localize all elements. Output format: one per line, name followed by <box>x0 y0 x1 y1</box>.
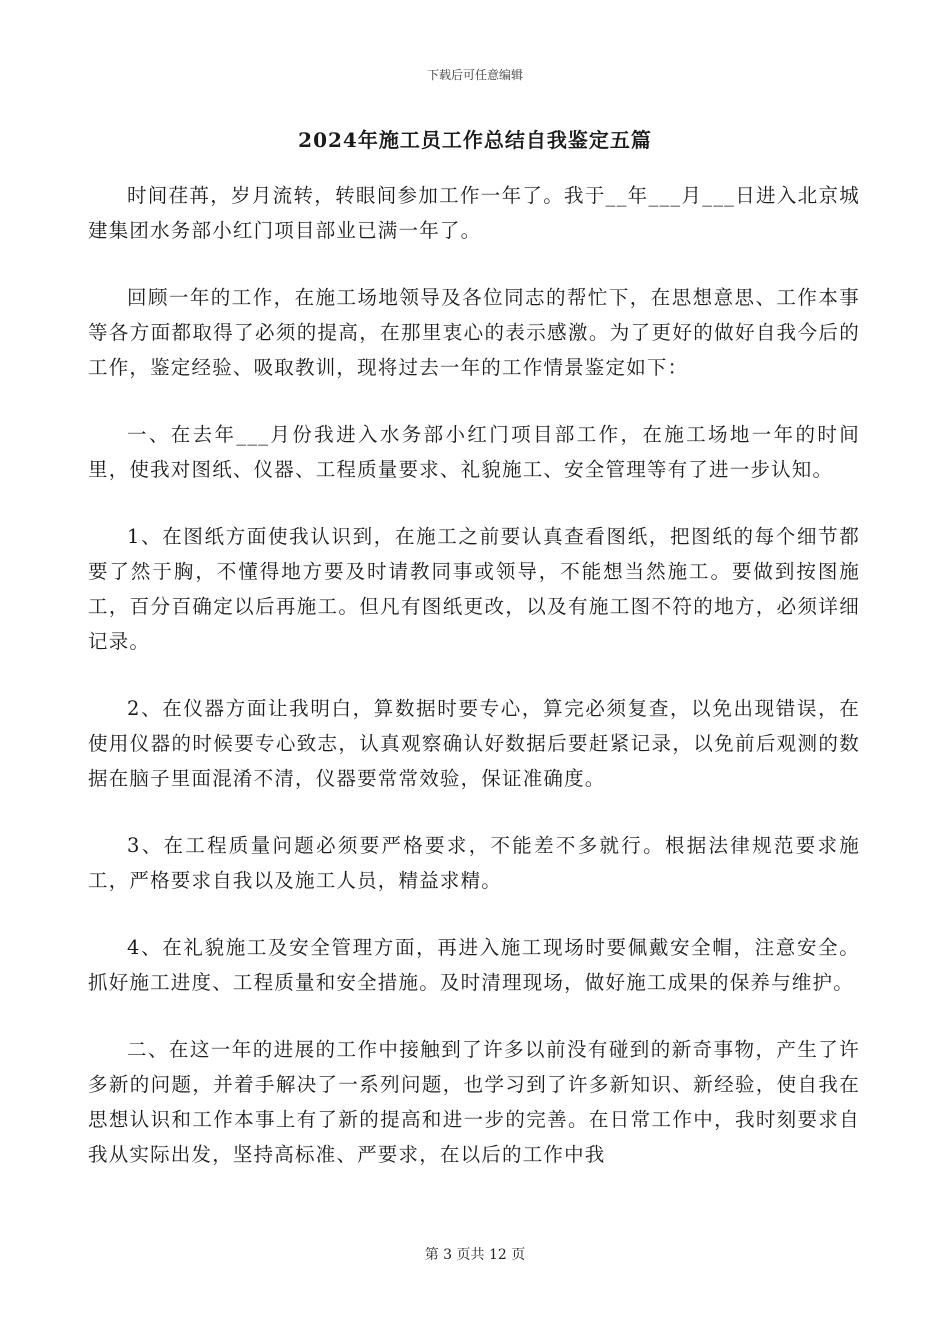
paragraph-7: 4、在礼貌施工及安全管理方面，再进入施工现场时要佩戴安全帽，注意安全。抓好施工进度、工程质量和安全措施。及时清理现场，做好施工成果的保养与维护。 <box>88 936 860 994</box>
paragraph-4: 1、在图纸方面使我认识到，在施工之前要认真查看图纸，把图纸的每个细节都要了然于胸，不懂得地方要及时请教同事或领导，不能想当然施工。要做到按图施工，百分百确定以后再施工。但凡有图纸更改，以及有施工图不符的地方，必须详细记录。 <box>88 525 860 653</box>
document-title: 2024年施工员工作总结自我鉴定五篇 <box>298 128 652 152</box>
paragraph-6: 3、在工程质量问题必须要严格要求，不能差不多就行。根据法律规范要求施工，严格要求自我以及施工人员，精益求精。 <box>88 834 860 892</box>
document-body <box>88 178 860 1204</box>
paragraph-1: 时间荏苒，岁月流转，转眼间参加工作一年了。我于__年___月___日进入北京城建集团水务部小红门项目部业已满一年了。 <box>88 184 860 242</box>
paragraph-2: 回顾一年的工作，在施工场地领导及各位同志的帮忙下，在思想意思、工作本事等各方面都取得了必须的提高，在那里衷心的表示感激。为了更好的做好自我今后的工作，鉴定经验、吸取教训，现将过去一年的工作情景鉴定如下： <box>88 286 860 379</box>
paragraph-5: 2、在仪器方面让我明白，算数据时要专心，算完必须复查，以免出现错误，在使用仪器的时候要专心致志，认真观察确认好数据后要赶紧记录，以免前后观测的数据在脑子里面混淆不清，仪器要常常效验，保证准确度。 <box>88 697 860 790</box>
page-header-note: 下载后可任意编辑 <box>426 68 523 82</box>
paragraph-8: 二、在这一年的进展的工作中接触到了许多以前没有碰到的新奇事物，产生了许多新的问题，并着手解决了一系列问题，也学习到了许多新知识、新经验，使自我在思想认识和工作本事上有了新的提高和进一步的完善。在日常工作中，我时刻要求自我从实际出发，坚持高标准、严要求，在以后的工作中我 <box>88 1038 860 1166</box>
paragraph-3: 一、在去年___月份我进入水务部小红门项目部工作，在施工场地一年的时间里，使我对图纸、仪器、工程质量要求、礼貌施工、安全管理等有了进一步认知。 <box>88 423 860 481</box>
page-footer-number: 第 3 页共 12 页 <box>424 1247 526 1263</box>
